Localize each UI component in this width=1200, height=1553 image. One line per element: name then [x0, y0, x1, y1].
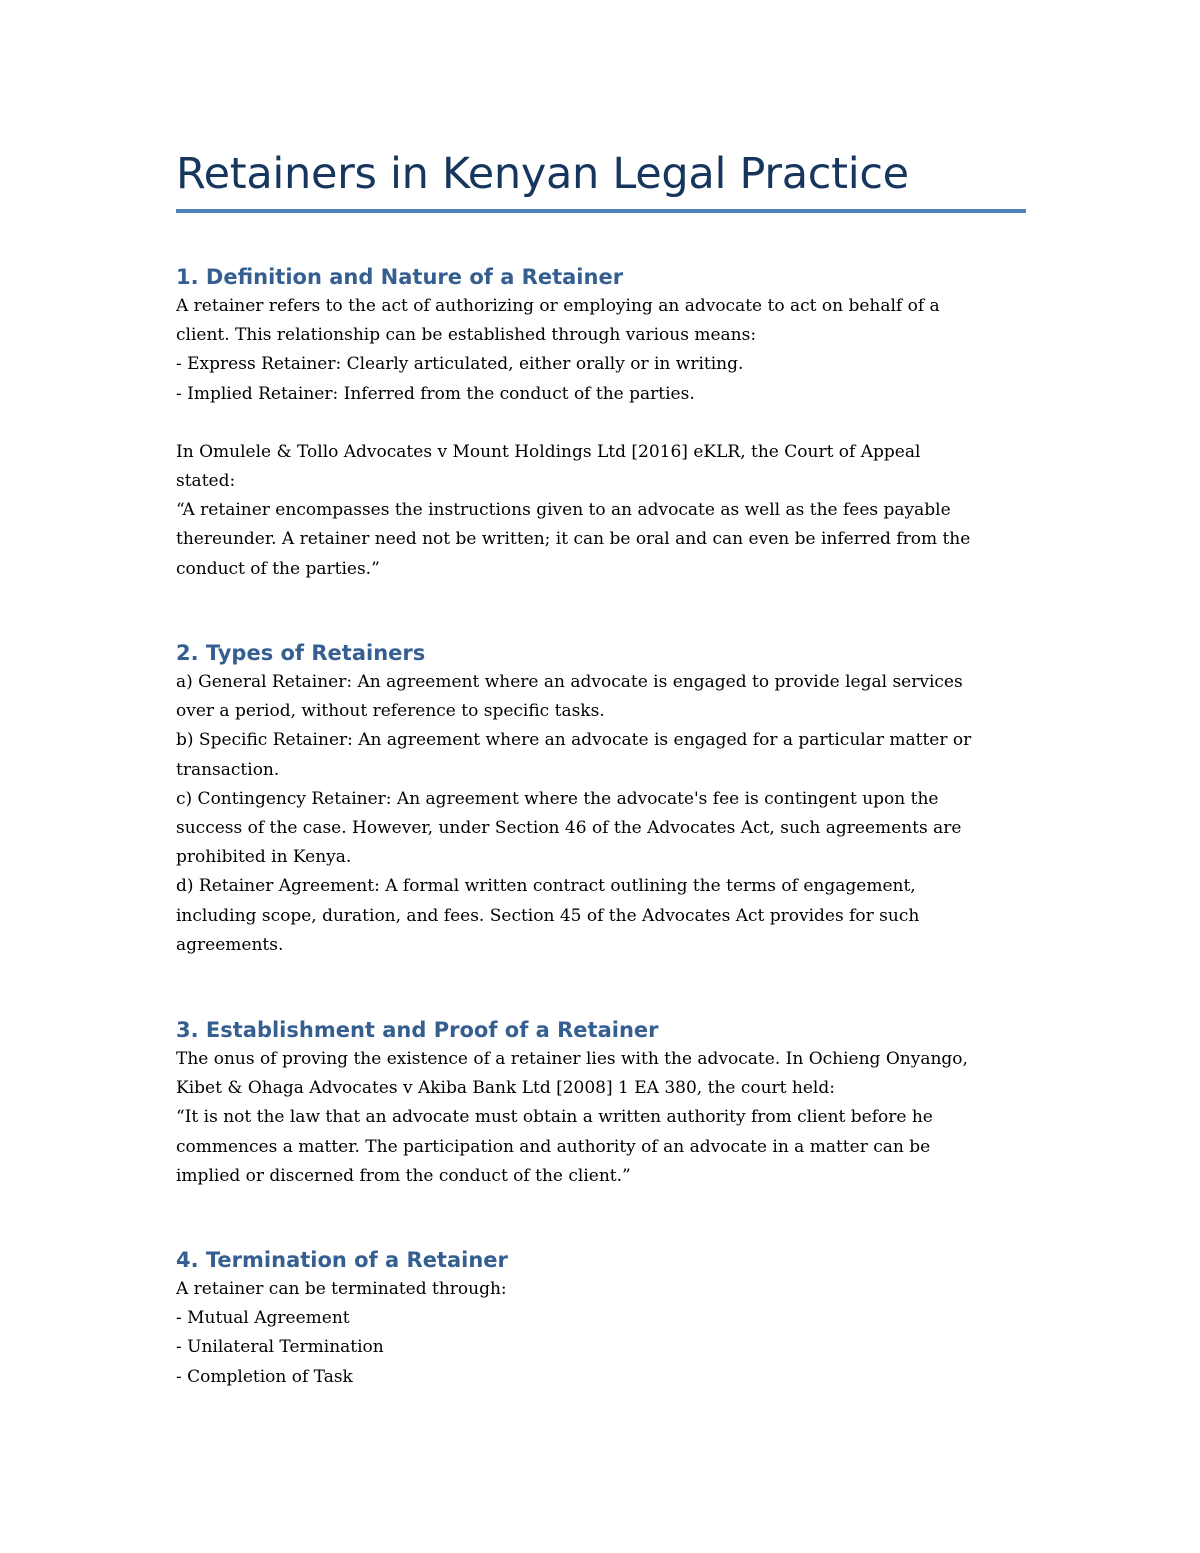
section-heading: 3. Establishment and Proof of a Retainer [176, 1018, 659, 1042]
paragraph-spacer [176, 409, 1026, 438]
quote-line: thereunder. A retainer need not be written; it can be oral and can even be inferred from the [176, 529, 971, 550]
list-item: transaction. [176, 759, 280, 780]
quote-line: “A retainer encompasses the instructions given to an advocate as well as the fees payable [176, 500, 951, 521]
section-paragraph [176, 668, 1026, 960]
section-paragraph [176, 1275, 1026, 1392]
quote-line: “It is not the law that an advocate must obtain a written authority from client before he [176, 1107, 933, 1128]
list-item: - Completion of Task [176, 1366, 353, 1387]
list-item: agreements. [176, 934, 284, 955]
section-heading: 2. Types of Retainers [176, 641, 426, 665]
list-item: c) Contingency Retainer: An agreement where the advocate's fee is contingent upon the [176, 788, 939, 809]
text-line: Kibet & Ohaga Advocates v Akiba Bank Ltd [2008] 1 EA 380, the court held: [176, 1078, 835, 1099]
case-quote-paragraph [176, 438, 1026, 584]
list-item: success of the case. However, under Section 46 of the Advocates Act, such agreements are [176, 818, 962, 839]
list-item: - Mutual Agreement [176, 1308, 350, 1329]
list-item: prohibited in Kenya. [176, 847, 352, 868]
text-line: A retainer can be terminated through: [176, 1279, 507, 1299]
text-line: In Omulele & Tollo Advocates v Mount Holdings Ltd [2016] eKLR, the Court of Appeal [176, 441, 921, 462]
text-line: client. This relationship can be established through various means: [176, 325, 757, 346]
list-item: d) Retainer Agreement: A formal written contract outlining the terms of engagement, [176, 876, 916, 897]
list-item: - Implied Retainer: Inferred from the conduct of the parties. [176, 383, 695, 404]
section-establishment [176, 1015, 1026, 1191]
list-item: b) Specific Retainer: An agreement where an advocate is engaged for a particular matter or [176, 730, 972, 751]
quote-line: conduct of the parties.” [176, 558, 380, 579]
list-item: over a period, without reference to specific tasks. [176, 701, 605, 722]
title-underline [176, 209, 1026, 213]
quote-line: implied or discerned from the conduct of the client.” [176, 1165, 631, 1186]
document-title: Retainers in Kenyan Legal Practice [176, 149, 909, 199]
quote-line: commences a matter. The participation and authority of an advocate in a matter can be [176, 1136, 931, 1157]
list-item: a) General Retainer: An agreement where an advocate is engaged to provide legal services [176, 672, 963, 692]
text-line: A retainer refers to the act of authorizing or employing an advocate to act on behalf of a [176, 296, 940, 316]
section-paragraph [176, 1045, 1026, 1191]
text-line: The onus of proving the existence of a retainer lies with the advocate. In Ochieng Onyango, [176, 1049, 968, 1069]
list-item: - Express Retainer: Clearly articulated, either orally or in writing. [176, 354, 744, 375]
section-types [176, 638, 1026, 960]
list-item: - Unilateral Termination [176, 1337, 384, 1358]
section-definition [176, 262, 1026, 584]
text-line: stated: [176, 471, 236, 492]
section-heading: 1. Definition and Nature of a Retainer [176, 265, 624, 289]
section-termination [176, 1245, 1026, 1392]
section-heading: 4. Termination of a Retainer [176, 1248, 508, 1272]
section-paragraph [176, 292, 1026, 409]
list-item: including scope, duration, and fees. Section 45 of the Advocates Act provides for such [176, 905, 920, 926]
